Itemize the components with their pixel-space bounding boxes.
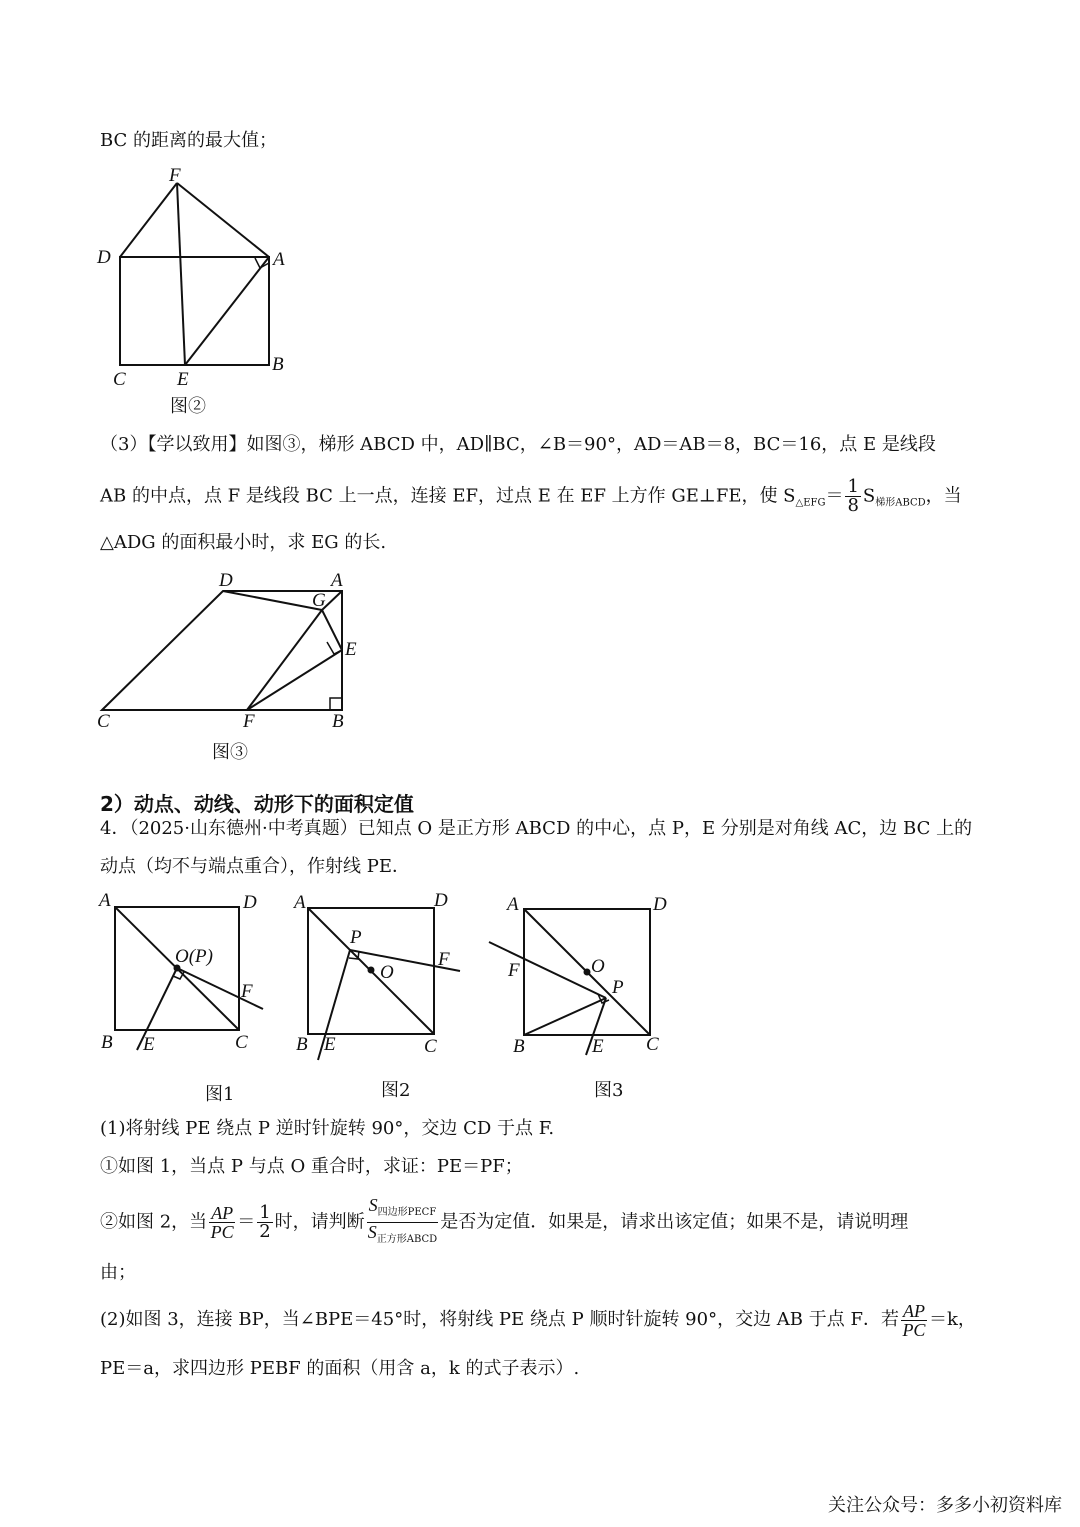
q4f2-label-O: O [380,962,394,983]
q4-p1b-mid: 时，请判断 [274,1211,365,1233]
q4f3-label-P: P [612,977,624,998]
q4-fig2-caption: 图2 [381,1080,411,1101]
q4-p1: (1)将射线 PE 绕点 P 逆时针旋转 90°，交边 CD 于点 F. [100,1118,555,1139]
fig3-line-EF [247,650,342,710]
q4-p1b-post: 是否为定值．如果是，请求出该定值；如果不是，请说明理 [440,1211,909,1233]
figure-2 [95,165,295,395]
q4-p2-pre: (2)如图 3，连接 BP，当∠BPE＝45°时，将射线 PE 绕点 P 顺时针旋转 90°，交边 AB 于点 F．若 [100,1309,899,1330]
fig3-trapezoid [102,591,342,710]
q4-p1b-ap: AP [211,1203,234,1223]
q4-p1b-s1: S [368,1195,378,1215]
q4-p1b-two: 2 [259,1221,271,1242]
q4f1-label-B: B [101,1032,113,1053]
fig2-label-F: F [169,165,181,186]
fig2-line-DF [120,183,177,257]
q4f1-label-F: F [241,981,253,1002]
q4f2-point-O [368,967,375,974]
q3-frac-num: 1 [847,476,859,497]
q4-p2 [100,1300,976,1340]
fig3-label-A: A [331,570,343,591]
q4f2-label-F: F [438,949,450,970]
q3-eq: ＝ [825,485,844,507]
q4-line1: 4．（2025·山东德州·中考真题）已知点 O 是正方形 ABCD 的中心，点 P，E 分别是对角线 AC，边 BC 上的 [100,818,973,839]
q4f1-label-E: E [143,1034,155,1055]
q4-fig1-caption: 图1 [205,1084,235,1105]
q4-p1b-s1sub: 四边形PECF [377,1207,437,1218]
q4-p2-ap: AP [902,1300,925,1321]
q4f2-label-E: E [324,1034,336,1055]
q4-p1b-pre: ②如图 2，当 [100,1211,208,1233]
fig2-label-E: E [177,369,189,390]
q4-figure-3 [485,890,685,1060]
q4f2-label-B: B [296,1034,308,1055]
fig2-label-B: B [272,354,284,375]
fig3-label-D: D [219,570,233,591]
footer: 关注公众号：多多小初资料库 [828,1495,1062,1516]
q3-line2c: ，当 [925,485,962,507]
q4-p2-pc: PC [902,1319,926,1340]
fig3-caption: 图③ [212,742,248,763]
q4-p1b-pc: PC [210,1222,234,1242]
q4f3-label-E: E [592,1036,604,1057]
figure-3 [95,570,375,730]
q4f1-label-OP: O(P) [175,946,213,967]
q4-p1b-frac-half [257,1204,272,1241]
q4f3-label-O: O [591,956,605,977]
fig3-line-GE [322,610,342,650]
q4f2-label-P: P [350,927,362,948]
fig3-label-C: C [97,711,110,732]
q3-line3: △ADG 的面积最小时，求 EG 的长. [100,532,387,553]
q4f3-point-O [584,969,591,976]
q3-line2 [100,478,962,521]
q4-p1b-s2sub: 正方形ABCD [376,1234,438,1245]
q4-p1b-one: 1 [259,1202,271,1223]
prev-line: BC 的距离的最大值； [100,130,278,151]
q3-sub2: 梯形ABCD [875,497,926,509]
fig2-caption: 图② [170,396,206,417]
q4-figure-2 [292,888,472,1058]
q4-p1b [100,1196,908,1249]
section-title: 2）动点、动线、动形下的面积定值 [100,792,414,816]
q4-p1b-s2: S [367,1222,377,1242]
q4f2-label-D: D [434,890,448,911]
q4-p1a: ①如图 1，当点 P 与点 O 重合时，求证：PE＝PF； [100,1156,523,1177]
fig3-line-DG [223,591,322,610]
fig2-line-FE [177,183,185,365]
fig3-label-F: F [243,711,255,732]
q4-p1b-den [367,1223,439,1249]
fig2-line-FA [177,183,269,257]
q4f3-label-B: B [513,1036,525,1057]
q4-line2: 动点（均不与端点重合），作射线 PE． [100,856,410,877]
fig3-line-GF [247,610,322,710]
fig2-rectangle [120,257,269,365]
fig2-label-C: C [113,369,126,390]
q4-p1b-num [367,1196,439,1223]
q4-p1b-line2: 由； [100,1262,136,1283]
fig3-label-G: G [312,590,326,611]
fig2-label-A: A [273,249,285,270]
q4f3-label-C: C [646,1034,659,1055]
q4f3-label-A: A [507,894,519,915]
q4f1-label-A: A [99,890,111,911]
q4f1-label-C: C [235,1032,248,1053]
q3-fraction [845,478,860,515]
q4f2-label-C: C [424,1036,437,1057]
q4-p2-frac [901,1302,927,1339]
q3-line1: （3）【学以致用】如图③，梯形 ABCD 中，AD∥BC，∠B＝90°，AD＝AB＝8，BC＝16，点 E 是线段 [100,434,936,455]
q4-p2-line2: PE＝a，求四边形 PEBF 的面积（用含 a，k 的式子表示）. [100,1358,580,1379]
q4-figure-1 [95,890,275,1055]
q3-frac-den: 8 [847,495,859,516]
q4-p1b-frac-area [367,1196,439,1249]
q4-p1b-eq: ＝ [237,1211,256,1233]
q4f3-label-F: F [508,960,520,981]
q4f2-label-A: A [294,892,306,913]
q4f3-label-D: D [653,894,667,915]
fig3-right-angle-B [330,698,342,710]
q4-p2-post: ＝k， [928,1309,976,1330]
fig3-label-B: B [332,711,344,732]
q4-fig3-caption: 图3 [594,1080,624,1101]
q3-sub1: △EFG [795,497,826,509]
fig3-label-E: E [345,639,357,660]
q3-line2a: AB 的中点，点 F 是线段 BC 上一点，连接 EF，过点 E 在 EF 上方作 GE⊥FE，使 S [100,485,796,507]
q3-line2b: S [862,485,876,507]
q4f1-label-D: D [243,892,257,913]
fig2-line-AE [185,257,269,365]
q4-p1b-frac-ap-pc [209,1204,235,1241]
q4f3-line-BP [524,998,606,1035]
fig2-label-D: D [97,247,111,268]
